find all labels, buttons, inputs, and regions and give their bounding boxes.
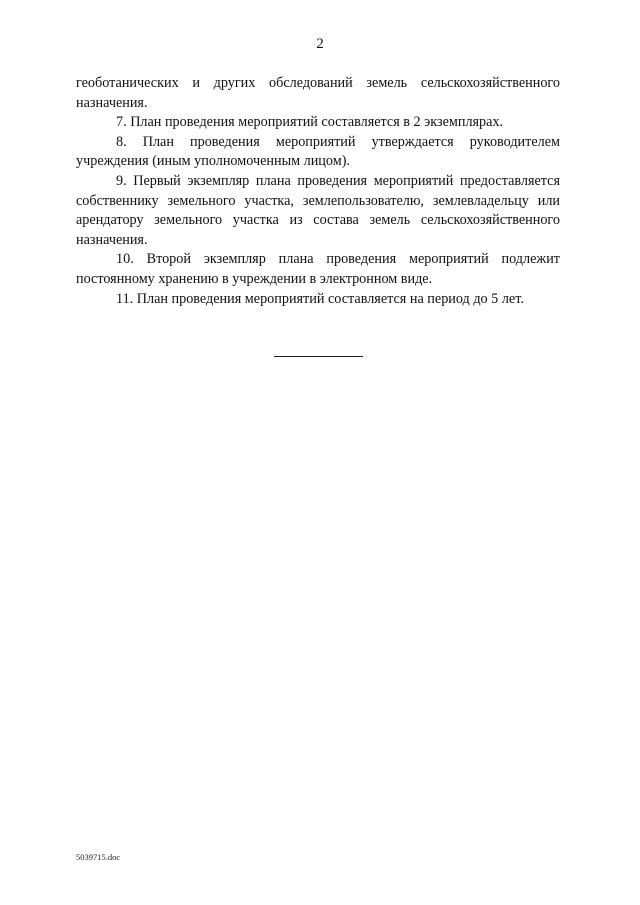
end-separator-line xyxy=(274,356,363,357)
page-number: 2 xyxy=(316,36,324,52)
paragraph-continuation: геоботанических и других обследований земель сельскохозяйственного назначения. xyxy=(76,75,560,111)
paragraph-item-8: 8. План проведения мероприятий утверждается руководителем учреждения (иным уполномоченным лицом). xyxy=(76,133,560,170)
paragraph-item-11: 11. План проведения мероприятий составляется на период до 5 лет. xyxy=(116,290,524,307)
paragraph-item-9: 9. Первый экземпляр плана проведения мероприятий предоставляется собственнику земельного участка, землепользователю, землевладельцу или арендатору земельного участка из состава земель сельскохозяйственного назначения. xyxy=(76,172,560,248)
document-body xyxy=(76,74,560,309)
footer-file-name: 5039715.doc xyxy=(76,852,121,862)
paragraph-item-10: 10. Второй экземпляр плана проведения мероприятий подлежит постоянному хранению в учреждении в электронном виде. xyxy=(76,251,560,287)
paragraph-item-7: 7. План проведения мероприятий составляется в 2 экземплярах. xyxy=(116,114,504,131)
